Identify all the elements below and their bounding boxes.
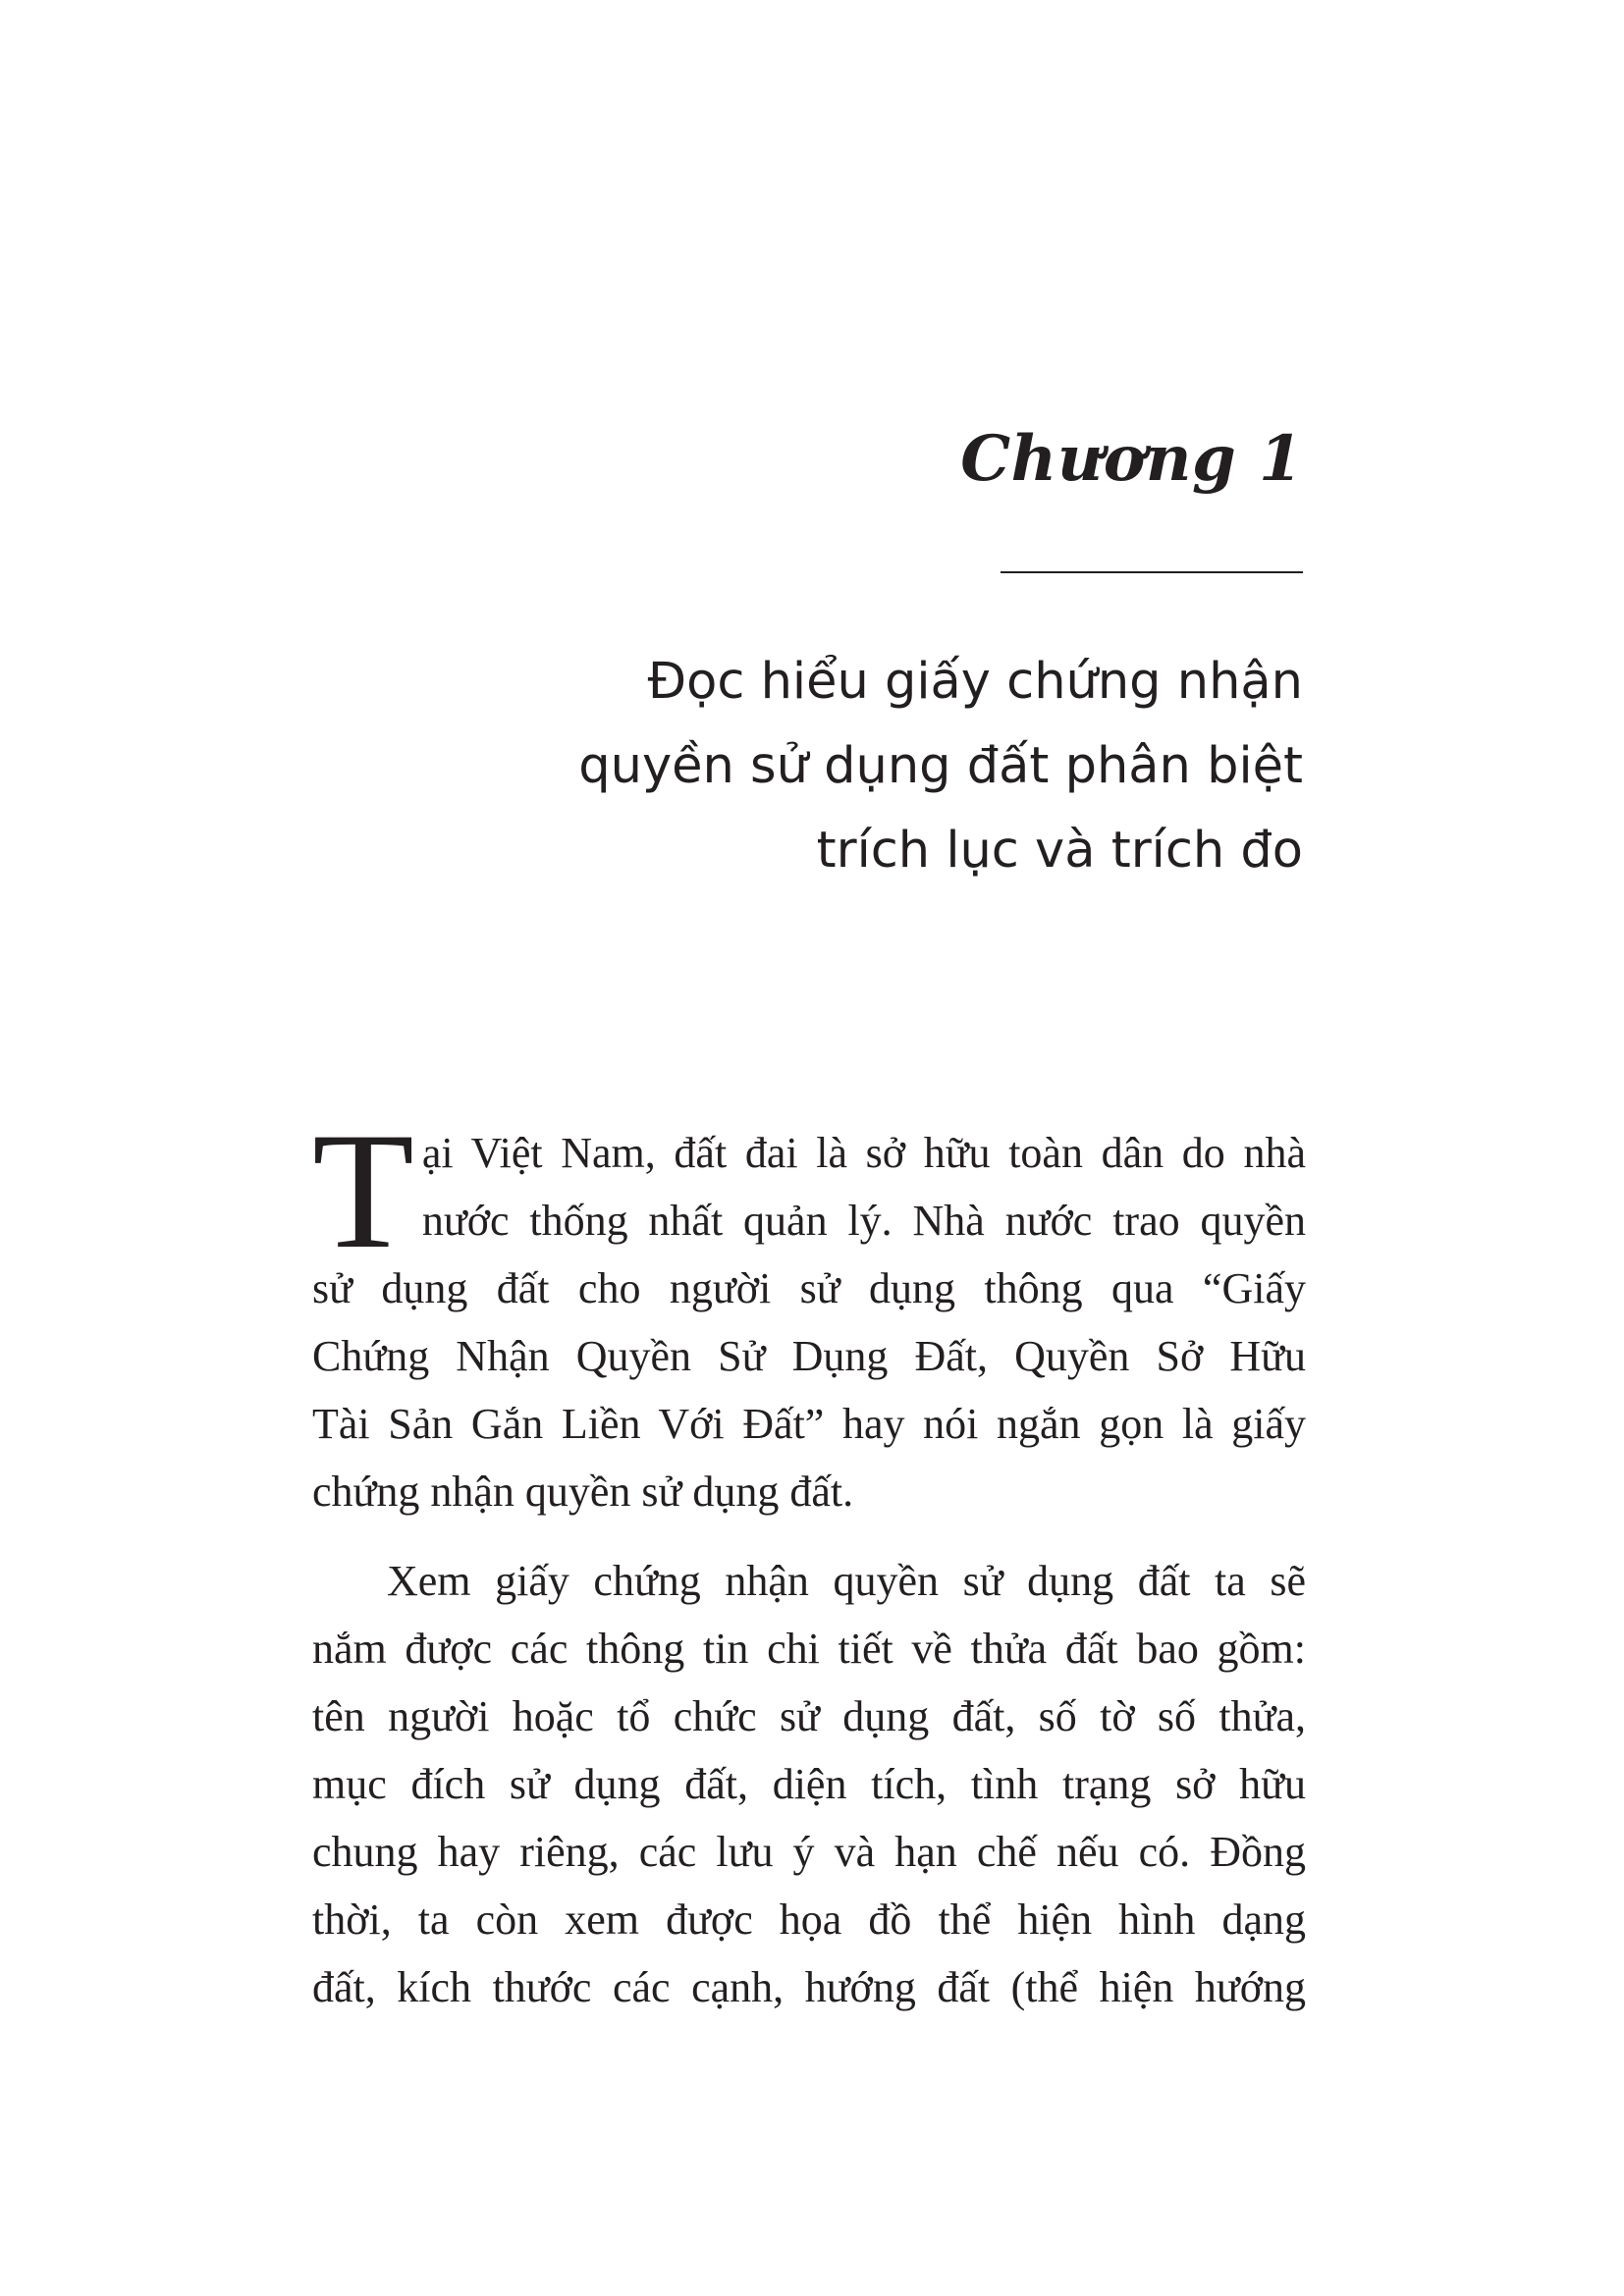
text-line: sử dụng đất cho người sử dụng thông qua “Giấy	[312, 1264, 1306, 1312]
chapter-title-line: quyền sử dụng đất phân biệt	[578, 737, 1303, 795]
chapter-title-line: Đọc hiểu giấy chứng nhận	[647, 653, 1303, 711]
text-line: chung hay riêng, các lưu ý và hạn chế nếu có. Đồng	[312, 1828, 1306, 1876]
text-line: đất, kích thước các cạnh, hướng đất (thể hiện hướng	[312, 1963, 1306, 2011]
body-text	[312, 1098, 1306, 2021]
text-line: Tài Sản Gắn Liền Với Đất” hay nói ngắn gọn là giấy	[312, 1400, 1306, 1448]
chapter-header	[419, 422, 1303, 498]
chapter-divider	[1001, 571, 1303, 573]
text-line: nắm được các thông tin chi tiết về thửa đất bao gồm:	[312, 1625, 1306, 1673]
drop-cap: T	[312, 1098, 414, 1283]
chapter-title-line: trích lục và trích đo	[816, 822, 1303, 880]
chapter-heading: Chương 1	[960, 422, 1303, 496]
text-line: Chứng Nhận Quyền Sử Dụng Đất, Quyền Sở Hữu	[312, 1332, 1306, 1380]
text-line: tên người hoặc tổ chức sử dụng đất, số tờ số thửa,	[312, 1692, 1306, 1740]
text-line: chứng nhận quyền sử dụng đất.	[312, 1468, 854, 1516]
paragraph-details	[312, 1547, 1306, 2021]
chapter-title	[419, 640, 1303, 893]
text-line: Xem giấy chứng nhận quyền sử dụng đất ta sẽ	[387, 1557, 1306, 1605]
text-line: thời, ta còn xem được họa đồ thể hiện hình dạng	[312, 1896, 1306, 1944]
text-line: ại Việt Nam, đất đai là sở hữu toàn dân do nhà	[421, 1129, 1306, 1177]
text-line: nước thống nhất quản lý. Nhà nước trao quyền	[421, 1197, 1306, 1245]
text-line: mục đích sử dụng đất, diện tích, tình trạng sở hữu	[312, 1760, 1306, 1808]
paragraph-intro	[312, 1098, 1306, 1525]
